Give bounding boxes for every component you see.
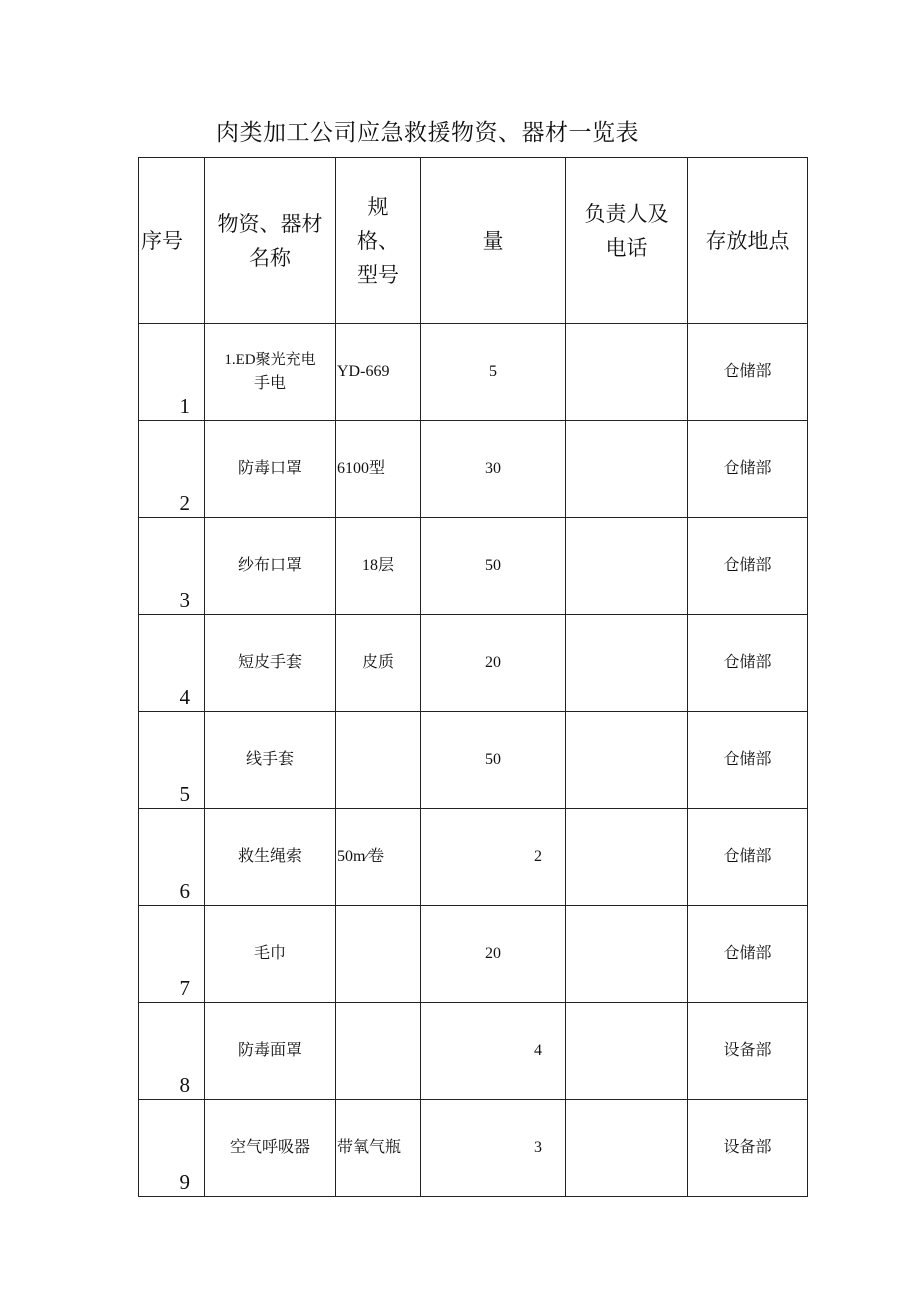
table-row [139, 518, 808, 615]
header-quantity: 量 [421, 158, 566, 324]
cell-contact [566, 809, 688, 906]
cell-index [139, 324, 205, 421]
cell-location: 仓储部 [688, 324, 808, 421]
cell-name: 短皮手套 [205, 615, 336, 712]
cell-index [139, 1100, 205, 1197]
table-row [139, 324, 808, 421]
row-index: 8 [179, 1073, 190, 1097]
cell-contact [566, 1100, 688, 1197]
supplies-table [138, 157, 808, 1197]
cell-name: 防毒面罩 [205, 1003, 336, 1100]
item-name-line2: 手电 [253, 375, 286, 392]
table-header-row [139, 158, 808, 324]
cell-quantity: 50 [421, 712, 566, 809]
cell-index [139, 518, 205, 615]
cell-spec [336, 1003, 421, 1100]
cell-spec: 带氧气瓶 [336, 1100, 421, 1197]
row-index: 9 [179, 1170, 190, 1194]
table-row [139, 615, 808, 712]
header-spec-line1: 规 [367, 194, 389, 219]
cell-location: 仓储部 [688, 809, 808, 906]
row-index: 6 [179, 879, 190, 903]
cell-contact [566, 906, 688, 1003]
cell-spec: YD-669 [336, 324, 421, 421]
cell-spec: 皮质 [336, 615, 421, 712]
cell-quantity: 30 [421, 421, 566, 518]
cell-quantity: 20 [421, 615, 566, 712]
cell-quantity: 3 [421, 1100, 566, 1197]
header-spec-line2: 格、 [357, 228, 399, 253]
cell-spec [336, 906, 421, 1003]
cell-index [139, 712, 205, 809]
cell-location: 仓储部 [688, 906, 808, 1003]
cell-index [139, 615, 205, 712]
document-title: 肉类加工公司应急救援物资、器材一览表 [216, 120, 639, 145]
cell-quantity: 5 [421, 324, 566, 421]
header-location: 存放地点 [688, 158, 808, 324]
row-index: 1 [179, 394, 190, 418]
table-row [139, 1100, 808, 1197]
header-contact [566, 158, 688, 324]
cell-contact [566, 1003, 688, 1100]
header-index: 序号 [139, 158, 205, 324]
cell-location: 设备部 [688, 1100, 808, 1197]
table-row [139, 1003, 808, 1100]
header-contact-line1: 负责人及 [584, 201, 669, 226]
cell-name: 救生绳索 [205, 809, 336, 906]
cell-name: 线手套 [205, 712, 336, 809]
row-index: 7 [179, 976, 190, 1000]
cell-contact [566, 324, 688, 421]
header-spec-line3: 型号 [357, 262, 399, 287]
header-spec [336, 158, 421, 324]
cell-contact [566, 518, 688, 615]
table-row [139, 809, 808, 906]
cell-quantity: 4 [421, 1003, 566, 1100]
cell-name: 空气呼吸器 [205, 1100, 336, 1197]
cell-location: 仓储部 [688, 712, 808, 809]
header-contact-line2: 电话 [605, 235, 648, 260]
cell-spec: 50m∕卷 [336, 809, 421, 906]
row-index: 5 [179, 782, 190, 806]
row-index: 3 [179, 588, 190, 612]
cell-quantity: 50 [421, 518, 566, 615]
cell-name: 纱布口罩 [205, 518, 336, 615]
header-name-line1: 物资、器材 [217, 211, 323, 236]
table-row [139, 712, 808, 809]
cell-location: 仓储部 [688, 615, 808, 712]
cell-spec: 6100型 [336, 421, 421, 518]
cell-index [139, 421, 205, 518]
cell-name [205, 324, 336, 421]
cell-contact [566, 421, 688, 518]
row-index: 4 [179, 685, 190, 709]
cell-spec [336, 712, 421, 809]
item-name: 1.ED聚光充电 [224, 352, 316, 368]
cell-location: 仓储部 [688, 518, 808, 615]
cell-quantity: 2 [421, 809, 566, 906]
header-name-line2: 名称 [249, 245, 291, 270]
table-row [139, 421, 808, 518]
cell-name: 毛巾 [205, 906, 336, 1003]
cell-location: 仓储部 [688, 421, 808, 518]
header-name [205, 158, 336, 324]
cell-index [139, 809, 205, 906]
cell-quantity: 20 [421, 906, 566, 1003]
cell-index [139, 906, 205, 1003]
cell-location: 设备部 [688, 1003, 808, 1100]
cell-contact [566, 712, 688, 809]
table-row [139, 906, 808, 1003]
cell-spec: 18层 [336, 518, 421, 615]
cell-name: 防毒口罩 [205, 421, 336, 518]
row-index: 2 [179, 491, 190, 515]
cell-contact [566, 615, 688, 712]
cell-index [139, 1003, 205, 1100]
